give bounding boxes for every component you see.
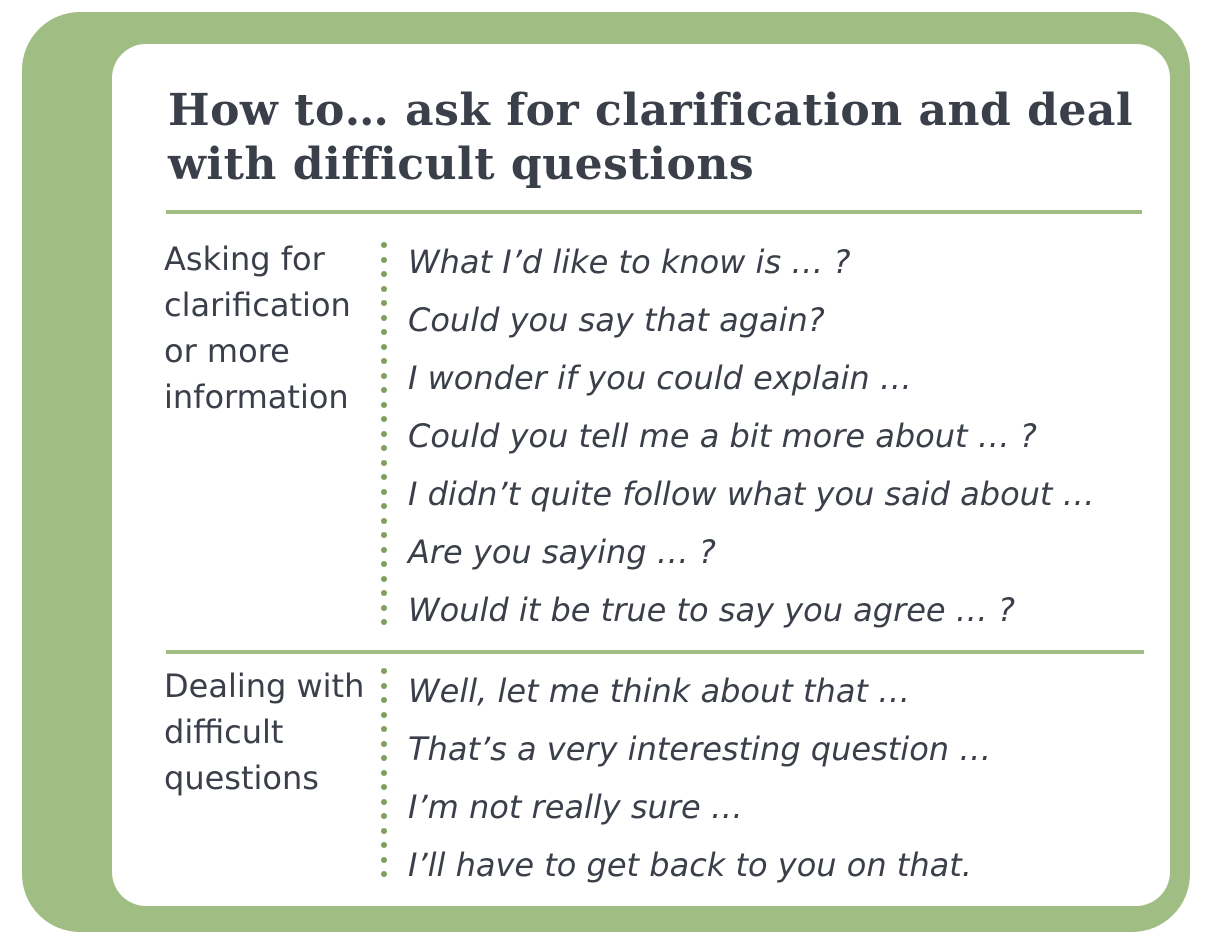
separator-dot <box>381 755 387 761</box>
separator-dot <box>381 474 387 480</box>
separator-dot <box>381 605 387 611</box>
dotted-separator <box>380 668 388 878</box>
separator-dot <box>381 358 387 364</box>
separator-dot <box>381 532 387 538</box>
separator-dot <box>381 813 387 819</box>
separator-dot <box>381 286 387 292</box>
separator-dot <box>381 416 387 422</box>
separator-dot <box>381 871 387 877</box>
separator-dot <box>381 329 387 335</box>
separator-dot <box>381 683 387 689</box>
separator-dot <box>381 489 387 495</box>
separator-dot <box>381 242 387 248</box>
separator-dot <box>381 799 387 805</box>
phrase-item: Are you saying … ? <box>408 533 716 571</box>
separator-dot <box>381 590 387 596</box>
phrase-item: Well, let me think about that … <box>408 672 911 710</box>
separator-dot <box>381 741 387 747</box>
separator-dot <box>381 561 387 567</box>
separator-dot <box>381 726 387 732</box>
separator-dot <box>381 431 387 437</box>
separator-dot <box>381 300 387 306</box>
phrase-item: I didn’t quite follow what you said about … <box>408 475 1095 513</box>
separator-dot <box>381 576 387 582</box>
separator-dot <box>381 619 387 625</box>
phrase-item: What I’d like to know is … ? <box>408 243 851 281</box>
phrase-item: I’m not really sure … <box>408 788 743 826</box>
separator-dot <box>381 828 387 834</box>
phrase-item: Could you say that again? <box>408 301 825 339</box>
separator-dot <box>381 271 387 277</box>
phrase-item: Could you tell me a bit more about … ? <box>408 417 1037 455</box>
separator-dot <box>381 387 387 393</box>
separator-dot <box>381 784 387 790</box>
section-label-clarification: Asking for clarification or more information <box>164 240 351 416</box>
separator-dot <box>381 315 387 321</box>
separator-dot <box>381 857 387 863</box>
phrase-item: That’s a very interesting question … <box>408 730 992 768</box>
separator-dot <box>381 668 387 674</box>
separator-dot <box>381 547 387 553</box>
section-label-difficult-questions: Dealing with difficult questions <box>164 667 365 797</box>
separator-dot <box>381 344 387 350</box>
phrase-list-clarification <box>408 233 1148 639</box>
separator-dot <box>381 770 387 776</box>
separator-dot <box>381 712 387 718</box>
separator-dot <box>381 257 387 263</box>
phrase-item: I’ll have to get back to you on that. <box>408 846 972 884</box>
separator-dot <box>381 402 387 408</box>
separator-dot <box>381 518 387 524</box>
separator-dot <box>381 697 387 703</box>
separator-dot <box>381 460 387 466</box>
page-title: How to… ask for clarification and deal with difficult questions <box>168 85 1134 190</box>
phrase-item: Would it be true to say you agree … ? <box>408 591 1015 629</box>
separator-dot <box>381 842 387 848</box>
separator-dot <box>381 503 387 509</box>
title-divider <box>166 210 1142 214</box>
dotted-separator <box>380 242 388 626</box>
phrase-list-difficult-questions <box>408 662 1148 894</box>
phrase-item: I wonder if you could explain … <box>408 359 912 397</box>
section-divider <box>166 650 1144 654</box>
separator-dot <box>381 373 387 379</box>
separator-dot <box>381 445 387 451</box>
